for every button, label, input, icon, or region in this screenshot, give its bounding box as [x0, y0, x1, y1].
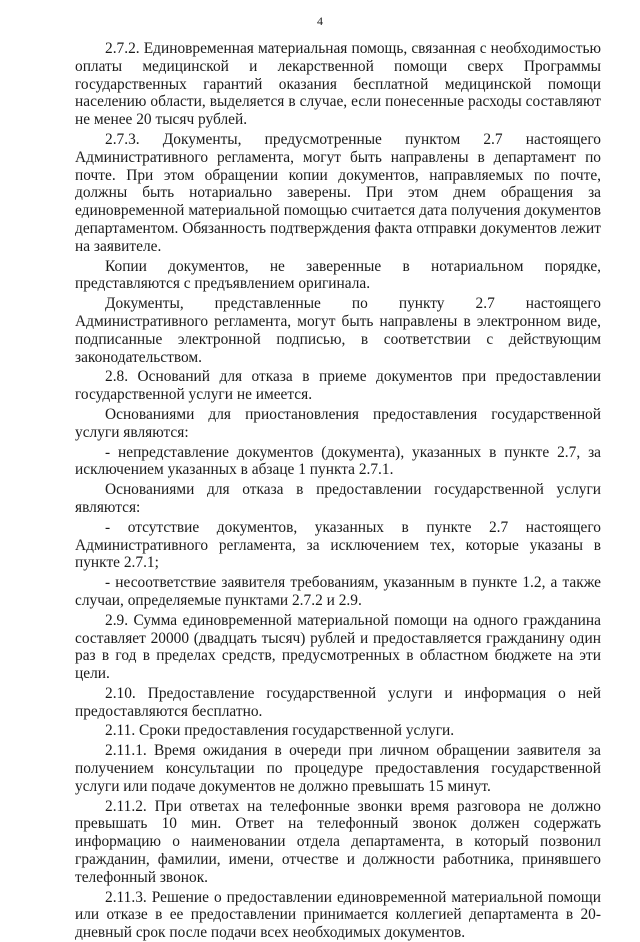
paragraph-suspension-item: - непредставление документов (документа), указанных в пункте 2.7, за исключением указанных в абзаце 1 пункта 2.7.1.: [75, 443, 601, 479]
paragraph-2-9: 2.9. Сумма единовременной материальной помощи на одного гражданина составляет 20000 (двадцать тысяч) рублей и предоставляется гражданину один раз в год в пределах средств, предусмотренных в областном бюджете на эти цели.: [75, 611, 601, 683]
paragraph-refusal-item-2: - несоответствие заявителя требованиям, указанным в пункте 1.2, а также случаи, определяемые пунктами 2.7.2 и 2.9.: [75, 574, 601, 609]
paragraph-2-7-3: 2.7.3. Документы, предусмотренные пунктом 2.7 настоящего Административного регламента, могут быть направлены в департамент по почте. При этом обращении копии документов, направляемых по почте, должны быть нотариально заверены. При этом днем обращения за единовременной материальной помощью считается дата получения документов департаментом. Обязанность подтверждения факта отправки документов лежит на заявителе.: [75, 130, 601, 255]
paragraph-2-11-3: 2.11.3. Решение о предоставлении единовременной материальной помощи или отказе в ее предоставлении принимается коллегией департамента в 20-дневный срок после подачи всех необходимых документов.: [75, 888, 601, 942]
paragraph-refusal-item-1: - отсутствие документов, указанных в пункте 2.7 настоящего Административного регламента, за исключением тех, которые указаны в пункте 2.7.1;: [75, 518, 601, 572]
document-body: [75, 40, 601, 942]
paragraph-2-11: 2.11. Сроки предоставления государственной услуги.: [105, 722, 455, 740]
page-number: 4: [317, 14, 323, 28]
paragraph-2-7-2: 2.7.2. Единовременная материальная помощь, связанная с необходимостью оплаты медицинской и лекарственной помощи сверх Программы государственных гарантий оказания бесплатной медицинской помощи населению области, выделяется в случае, если понесенные расходы составляют не менее 20 тысяч рублей.: [75, 40, 601, 129]
paragraph-2-11-1: 2.11.1. Время ожидания в очереди при личном обращении заявителя за получением консультации по процедуре предоставления государственной услуги или подаче документов не должно превышать 15 минут.: [75, 742, 601, 795]
paragraph-2-11-2: 2.11.2. При ответах на телефонные звонки время разговора не должно превышать 10 мин. Ответ на телефонный звонок должен содержать информацию о наименовании отдела департамента, в который позвонил гражданин, фамилии, имени, отчестве и должности работника, принявшего телефонный звонок.: [75, 797, 601, 886]
paragraph-copies-notary: Копии документов, не заверенные в нотариальном порядке, представляются с предъявлением оригинала.: [75, 257, 601, 293]
paragraph-electronic-docs: Документы, представленные по пункту 2.7 настоящего Административного регламента, могут быть направлены в электронном виде, подписанные электронной подписью, в соответствии с действующим законодательством.: [75, 295, 601, 366]
paragraph-suspension-grounds: Основаниями для приостановления предоставления государственной услуги являются:: [75, 405, 601, 441]
paragraph-refusal-grounds: Основаниями для отказа в предоставлении государственной услуги являются:: [75, 481, 601, 516]
paragraph-2-8: 2.8. Оснований для отказа в приеме документов при предоставлении государственной услуги не имеется.: [75, 368, 601, 404]
paragraph-2-10: 2.10. Предоставление государственной услуги и информация о ней предоставляются бесплатно.: [75, 684, 601, 720]
